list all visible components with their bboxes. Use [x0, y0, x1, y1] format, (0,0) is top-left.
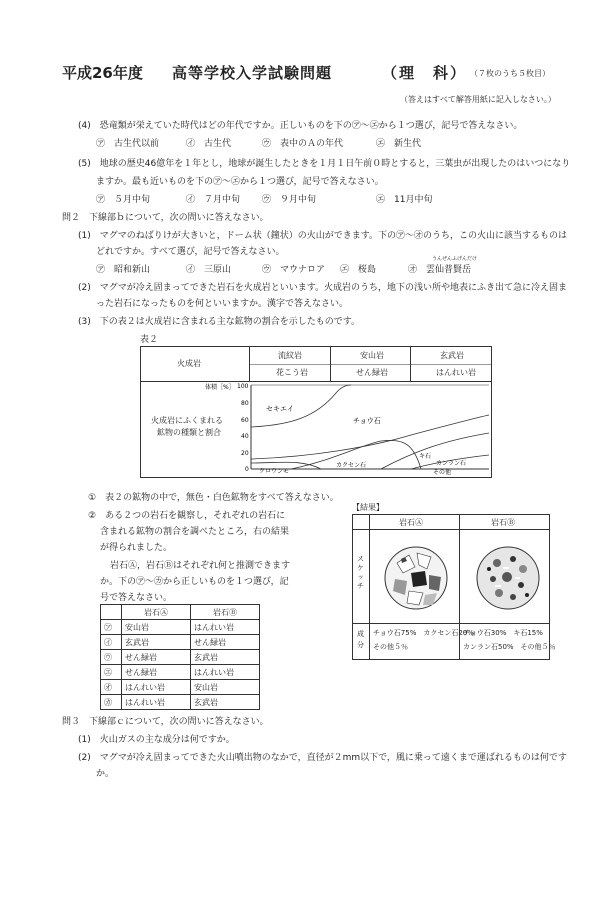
answer-rock-a: せん緑岩 — [122, 665, 191, 680]
mineral-kanranseki: カンラン石 — [436, 460, 467, 467]
table-row — [101, 650, 260, 665]
q4-text: (4) 恐竜類が栄えていた時代はどの年代ですか。正しいものを下の㋐〜㋓から１つ選び，記号で答えなさい。 — [78, 121, 523, 131]
mineral-kurounmo: クロウンモ — [259, 468, 290, 475]
q5-option-c: ㋒ ９月中旬 — [262, 195, 317, 205]
answer-rock-a: 安山岩 — [122, 620, 191, 635]
table2-side-label-1: 火成岩にふくまれる — [151, 416, 223, 425]
q4-option-b: ㋑ 古生代 — [186, 139, 232, 149]
sketch-label: スケッチ — [357, 555, 364, 590]
table-row — [101, 635, 260, 650]
sub2-line4: 岩石Ⓐ，岩石Ⓑはそれぞれ何と推測できます — [110, 561, 291, 571]
answer-header-rock-a: 岩石Ⓐ — [122, 605, 191, 620]
results-b-line1: チョウ石30% キ石15% — [463, 629, 543, 637]
results-b-line2: カンラン石50% その他５％ — [463, 643, 556, 651]
q5-option-d: ㋓ 11月中旬 — [376, 195, 433, 205]
instruction: （答えはすべて解答用紙に記入しなさい。） — [400, 95, 556, 104]
mon3-heading: 問３ 下線部ｃについて，次の問いに答えなさい。 — [62, 717, 269, 727]
results-row-divider-2 — [353, 623, 549, 624]
q5-text-2: ますか。最も近いものを下の㋐〜㋓から１つ選び，記号で答えなさい。 — [96, 177, 384, 187]
tick-0: 0 — [245, 466, 249, 473]
table2-side-label-2: 鉱物の種類と割合 — [157, 428, 221, 437]
q5-text-1: (5) 地球の歴史46億年を１年とし，地球が誕生したときを１月１日午前０時とすると，三葉虫が出現したのはいつになり — [78, 159, 571, 169]
answer-header-rock-b: 岩石Ⓑ — [191, 605, 260, 620]
rock-anzangan: 安山岩 — [360, 351, 384, 360]
table-row — [101, 620, 260, 635]
answer-rock-b: はんれい岩 — [191, 665, 260, 680]
y-axis-title: 体積［%］ — [205, 384, 235, 391]
results-col-divider-left — [369, 515, 370, 659]
table2-divider-2 — [410, 347, 411, 381]
mon2-p1-option-c: ㋒ マウナロア — [262, 265, 326, 275]
table-row — [101, 680, 260, 695]
table2-divider-1 — [330, 347, 331, 381]
table2-rocks-bottom-row — [250, 364, 491, 382]
answer-symbol: ㋒ — [101, 650, 122, 665]
rock-senryokugan: せん緑岩 — [356, 368, 388, 377]
mineral-sonota: その他 — [433, 469, 452, 476]
mon3-p2-line1: (2) マグマが冷え固まってできた火山噴出物のなかで，直径が２mm以下で，風に乗って遠くまで運ばれるものは何です — [78, 753, 567, 763]
table2 — [140, 346, 492, 478]
mineral-kiseki: キ石 — [419, 453, 432, 460]
answer-symbol: ㋑ — [101, 635, 122, 650]
table2-header-cell — [141, 347, 250, 382]
table2-header-label: 火成岩 — [177, 359, 201, 368]
answer-table-header — [101, 605, 260, 620]
tick-80: 80 — [241, 400, 249, 407]
q4-option-a: ㋐ 古生代以前 — [96, 139, 160, 149]
mon2-heading: 問２ 下線部ｂについて，次の問いに答えなさい。 — [62, 213, 269, 223]
answer-symbol: ㋐ — [101, 620, 122, 635]
rock-genbugan: 玄武岩 — [440, 351, 464, 360]
results-rock-a: 岩石Ⓐ — [399, 518, 423, 527]
results-row-divider-1 — [353, 529, 549, 530]
sub2-line3: が得られました。 — [100, 543, 173, 553]
mineral-kakusenseki: カクセン石 — [336, 462, 367, 469]
exam-year: 平成26年度 — [62, 64, 143, 82]
mon2-p1-line1: (1) マグマのねばりけが大きいと，ドーム状（鐘状）の火山ができます。下の㋐〜㋔のうち，この火山に該当するものは — [78, 231, 568, 241]
mon2-p1-option-b: ㋑ 三原山 — [186, 265, 232, 275]
results-a-line2: その他５％ — [373, 643, 408, 651]
answer-rock-b: 玄武岩 — [191, 695, 260, 710]
table-row — [101, 665, 260, 680]
q4-option-c: ㋒ 表中のＡの年代 — [262, 139, 344, 149]
answer-symbol: ㋓ — [101, 665, 122, 680]
mon3-p1: (1) 火山ガスの主な成分は何ですか。 — [78, 735, 235, 745]
results-title: 【結果】 — [352, 503, 384, 512]
q5-option-b: ㋑ ７月中旬 — [186, 195, 241, 205]
answer-rock-b: 安山岩 — [191, 680, 260, 695]
page-note: （７枚のうち５枚目） — [470, 69, 550, 78]
answer-options-table — [100, 604, 260, 710]
table2-rocks-top-row — [250, 347, 491, 365]
mineral-choseki: チョウ石 — [353, 417, 381, 425]
mineral-sekiei: セキエイ — [266, 405, 294, 413]
sub2-line1: ② ある２つの岩石を観察し，それぞれの岩石に — [88, 511, 286, 521]
answer-rock-a: 玄武岩 — [122, 635, 191, 650]
sub2-line6: 号で答えなさい。 — [100, 593, 173, 603]
exam-subject: （理 科） — [382, 64, 468, 82]
answer-rock-a: はんれい岩 — [122, 695, 191, 710]
table-row — [101, 695, 260, 710]
results-a-line1: チョウ石75% カクセン石20% — [373, 629, 474, 637]
rock-kakougan: 花こう岩 — [276, 368, 308, 377]
mineral-composition-graph — [141, 381, 491, 477]
answer-rock-b: 玄武岩 — [191, 650, 260, 665]
rock-ryumongan: 流紋岩 — [278, 351, 302, 360]
mon2-p1-option-d: ㋓ 桜島 — [340, 265, 377, 275]
tick-20: 20 — [241, 450, 249, 457]
sub2-line5: か。下の㋐〜㋕から正しいものを１つ選び，記 — [100, 577, 289, 587]
exam-title: 高等学校入学試験問題 — [172, 64, 333, 82]
rock-hanreigan: はんれい岩 — [436, 368, 476, 377]
answer-rock-b: せん緑岩 — [191, 635, 260, 650]
mon3-p2-line2: か。 — [96, 769, 115, 779]
mon2-p3-line: (3) 下の表２は火成岩に含まれる主な鉱物の割合を示したものです。 — [78, 317, 361, 327]
q5-option-a: ㋐ ５月中旬 — [96, 195, 151, 205]
answer-symbol: ㋔ — [101, 680, 122, 695]
composition-label: 成分 — [357, 630, 364, 649]
rock-a-sketch — [383, 533, 449, 619]
rock-b-sketch — [475, 533, 541, 619]
mon2-p1-option-a: ㋐ 昭和新山 — [96, 265, 151, 275]
results-box — [352, 514, 556, 660]
q4-option-d: ㋓ 新生代 — [376, 139, 422, 149]
y-axis — [251, 385, 489, 469]
answer-rock-a: はんれい岩 — [122, 680, 191, 695]
sub1-text: ① 表２の鉱物の中で，無色・白色鉱物をすべて答えなさい。 — [88, 493, 339, 503]
ruby-unzen: うんぜんふげんだけ — [432, 256, 478, 262]
mon2-p2-line2: った岩石になったものを何といいますか。漢字で答えなさい。 — [96, 299, 349, 309]
mon2-p1-option-e: ㋔ 雲仙普賢岳 — [408, 265, 472, 275]
sub2-line2: 含まれる鉱物の割合を調べたところ，右の結果 — [100, 527, 290, 537]
tick-60: 60 — [241, 417, 249, 424]
tick-100: 100 — [237, 383, 249, 390]
answer-rock-b: はんれい岩 — [191, 620, 260, 635]
mon2-p1-line2: どれですか。すべて選び，記号で答えなさい。 — [96, 247, 285, 257]
tick-40: 40 — [241, 433, 249, 440]
answer-symbol: ㋕ — [101, 695, 122, 710]
mon2-p2-line1: (2) マグマが冷え固まってできた岩石を火成岩といいます。火成岩のうち，地下の浅い所や地表にふき出て急に冷え固ま — [78, 283, 568, 293]
answer-header-blank — [101, 605, 122, 620]
table2-label: 表２ — [140, 335, 159, 345]
answer-rock-a: せん緑岩 — [122, 650, 191, 665]
results-rock-b: 岩石Ⓑ — [491, 518, 515, 527]
